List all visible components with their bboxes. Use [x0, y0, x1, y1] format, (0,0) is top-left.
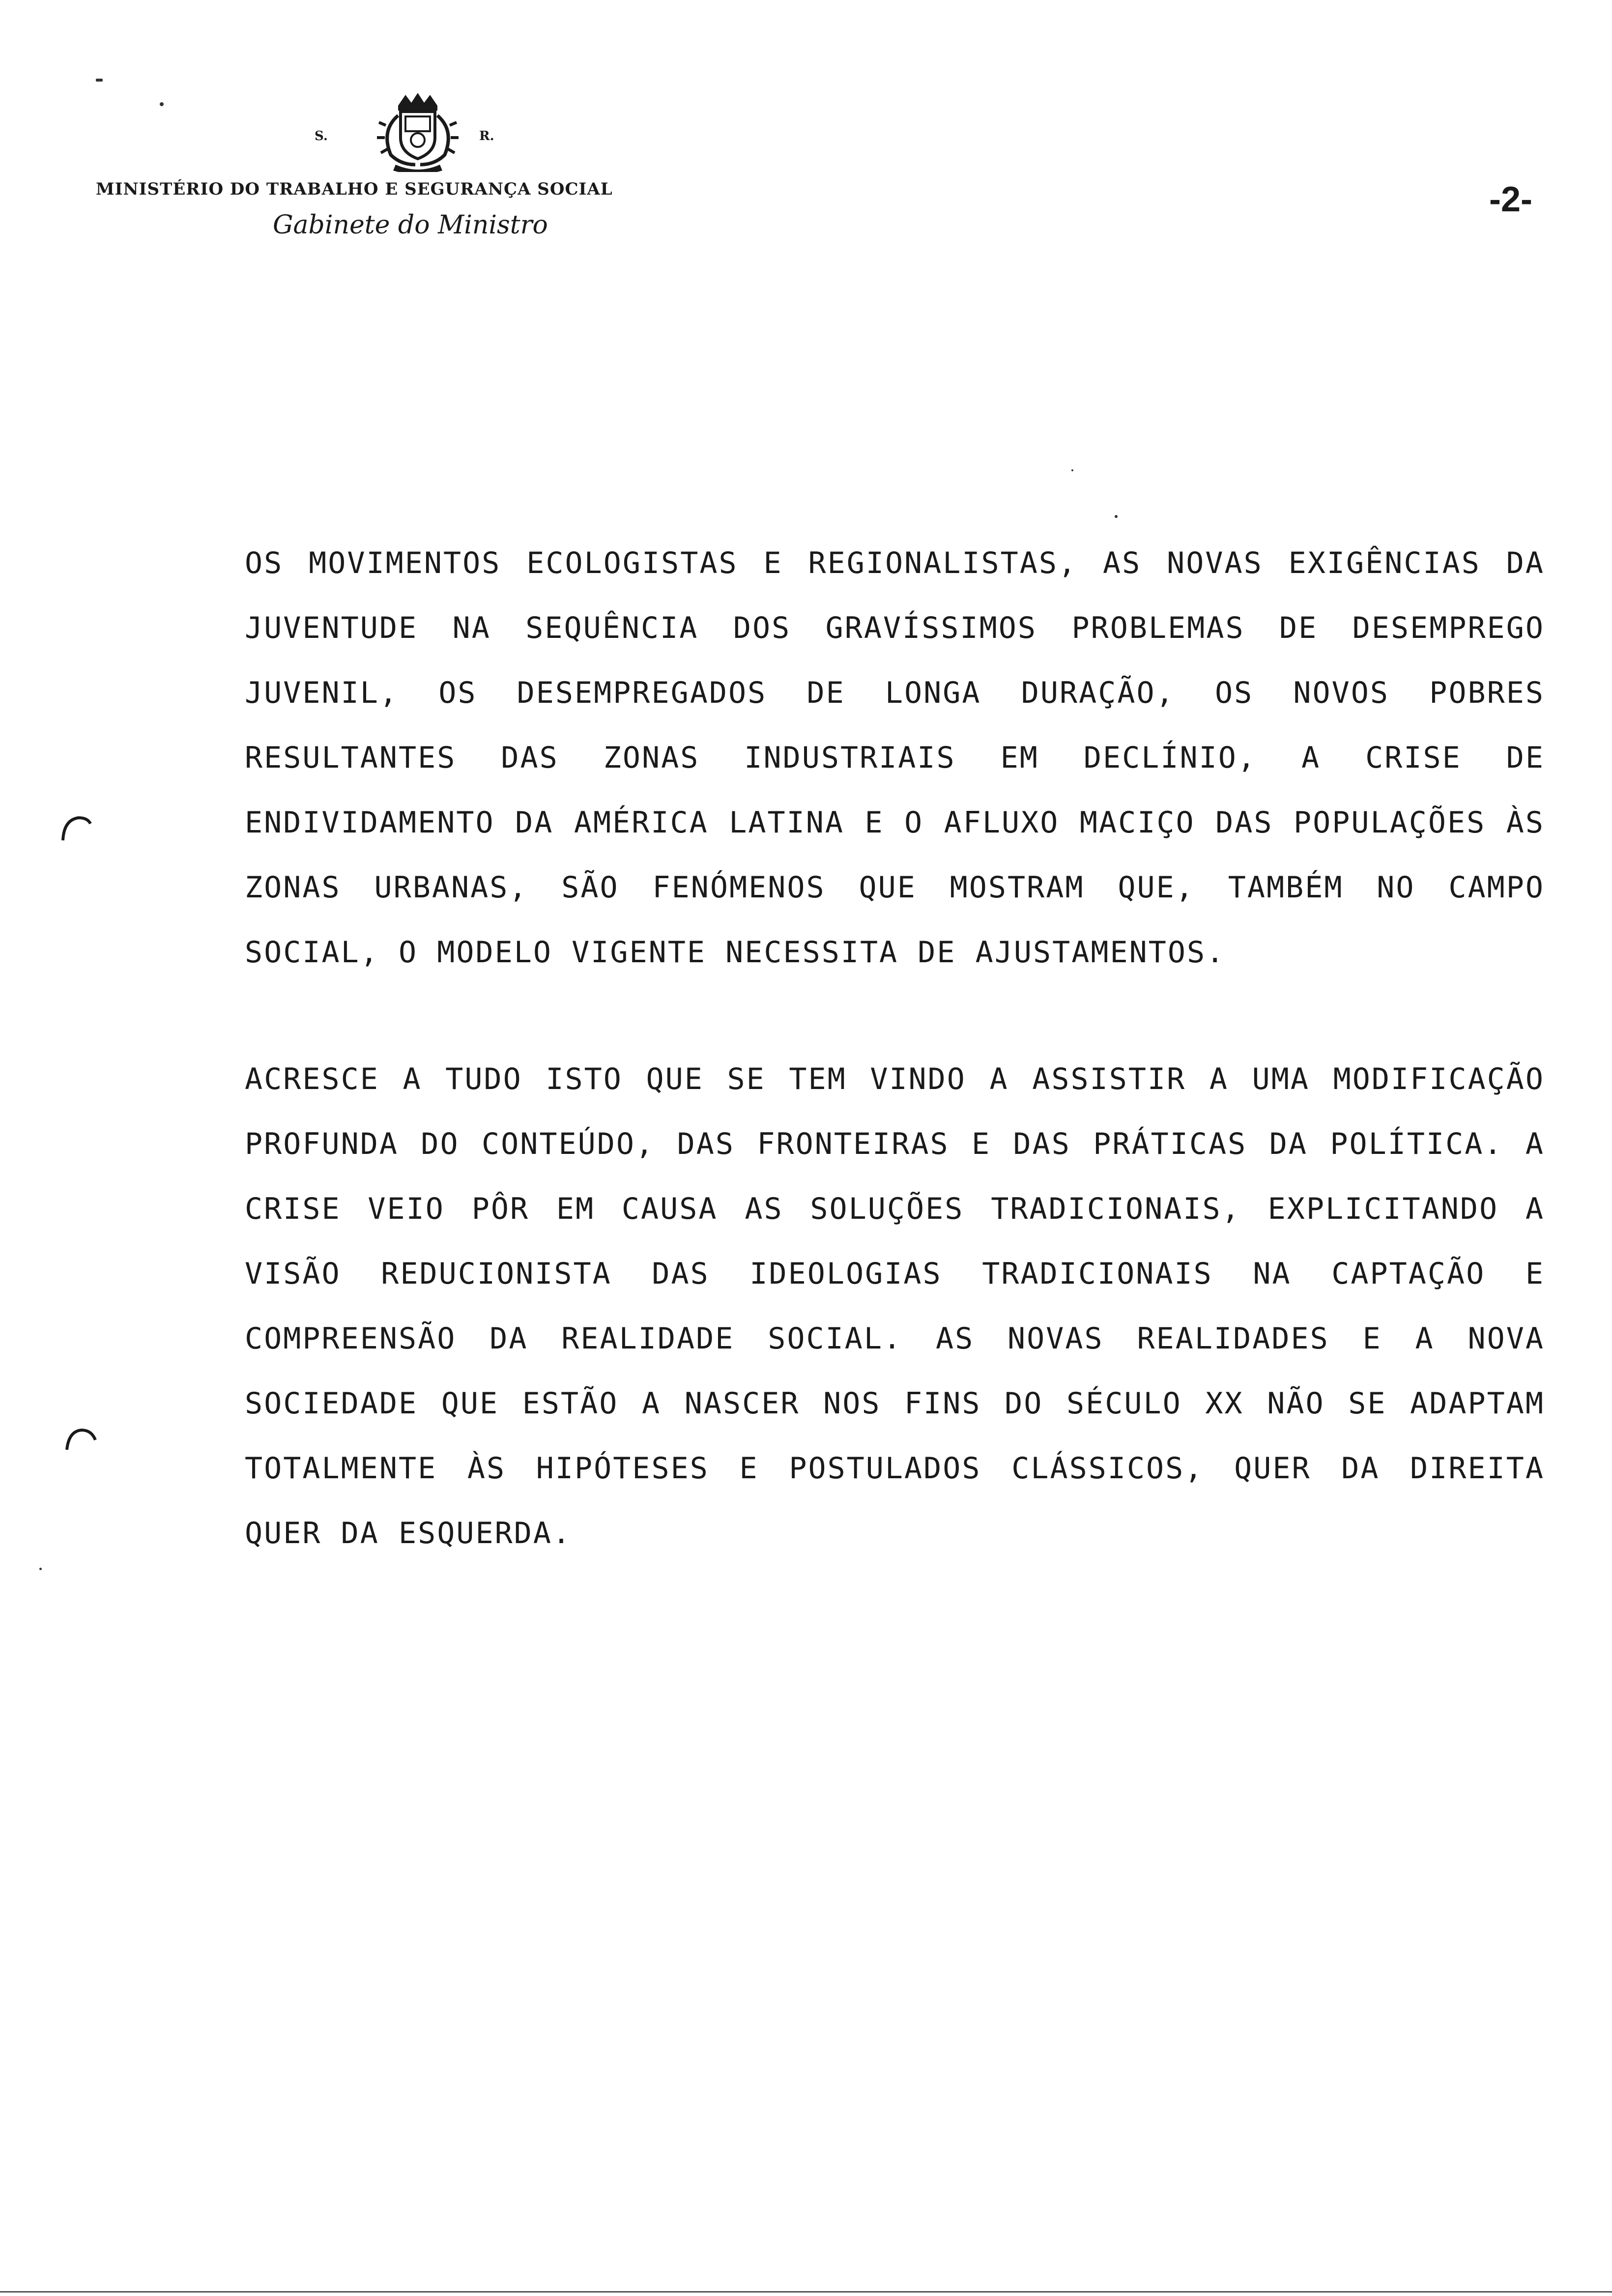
- page-number: -2-: [1489, 180, 1532, 219]
- scan-speck: [160, 102, 164, 106]
- binder-hole-mark: [59, 811, 93, 845]
- letterhead-left-initial: S.: [315, 129, 328, 144]
- scan-speck: [1071, 469, 1073, 471]
- scan-speck: [39, 1568, 42, 1570]
- scan-speck: [96, 79, 103, 82]
- scan-speck: [1115, 515, 1118, 518]
- paragraph-1: OS MOVIMENTOS ECOLOGISTAS E REGIONALISTAS, AS NOVAS EXIGÊNCIAS DA JUVENTUDE NA SEQUÊNCIA DOS GRAVÍSSIMOS PROBLEMAS DE DESEMPREGO JUVENIL, OS DESEMPREGADOS DE LONGA DURAÇÃO, OS NOVOS POBRES RESULTANTES DAS ZONAS INDUSTRIAIS EM DECLÍNIO, A CRISE DE ENDIVIDAMENTO DA AMÉRICA LATINA E O AFLUXO MACIÇO DAS POPULAÇÕES ÀS ZONAS URBANAS, SÃO FENÓMENOS QUE MOSTRAM QUE, TAMBÉM NO CAMPO SOCIAL, O MODELO VIGENTE NECESSITA DE AJUSTAMENTOS.: [245, 546, 1545, 970]
- ministry-name: MINISTÉRIO DO TRABALHO E SEGURANÇA SOCIAL: [96, 179, 613, 199]
- cabinet-name: Gabinete do Ministro: [273, 210, 548, 240]
- page-bottom-edge: [0, 2291, 1612, 2293]
- letterhead-right-initial: R.: [479, 129, 494, 144]
- binder-hole-mark: [64, 1425, 98, 1460]
- paragraph-2: ACRESCE A TUDO ISTO QUE SE TEM VINDO A ASSISTIR A UMA MODIFICAÇÃO PROFUNDA DO CONTEÚDO, DAS FRONTEIRAS E DAS PRÁTICAS DA POLÍTICA. A CRISE VEIO PÔR EM CAUSA AS SOLUÇÕES TRADICIONAIS, EXPLICITANDO A VISÃO REDUCIONISTA DAS IDEOLOGIAS TRADICIONAIS NA CAPTAÇÃO E COMPREENSÃO DA REALIDADE SOCIAL. AS NOVAS REALIDADES E A NOVA SOCIEDADE QUE ESTÃO A NASCER NOS FINS DO SÉCULO XX NÃO SE ADAPTAM TOTALMENTE ÀS HIPÓTESES E POSTULADOS CLÁSSICOS, QUER DA DIREITA QUER DA ESQUERDA.: [245, 1062, 1545, 1550]
- coat-of-arms-icon: [371, 91, 464, 172]
